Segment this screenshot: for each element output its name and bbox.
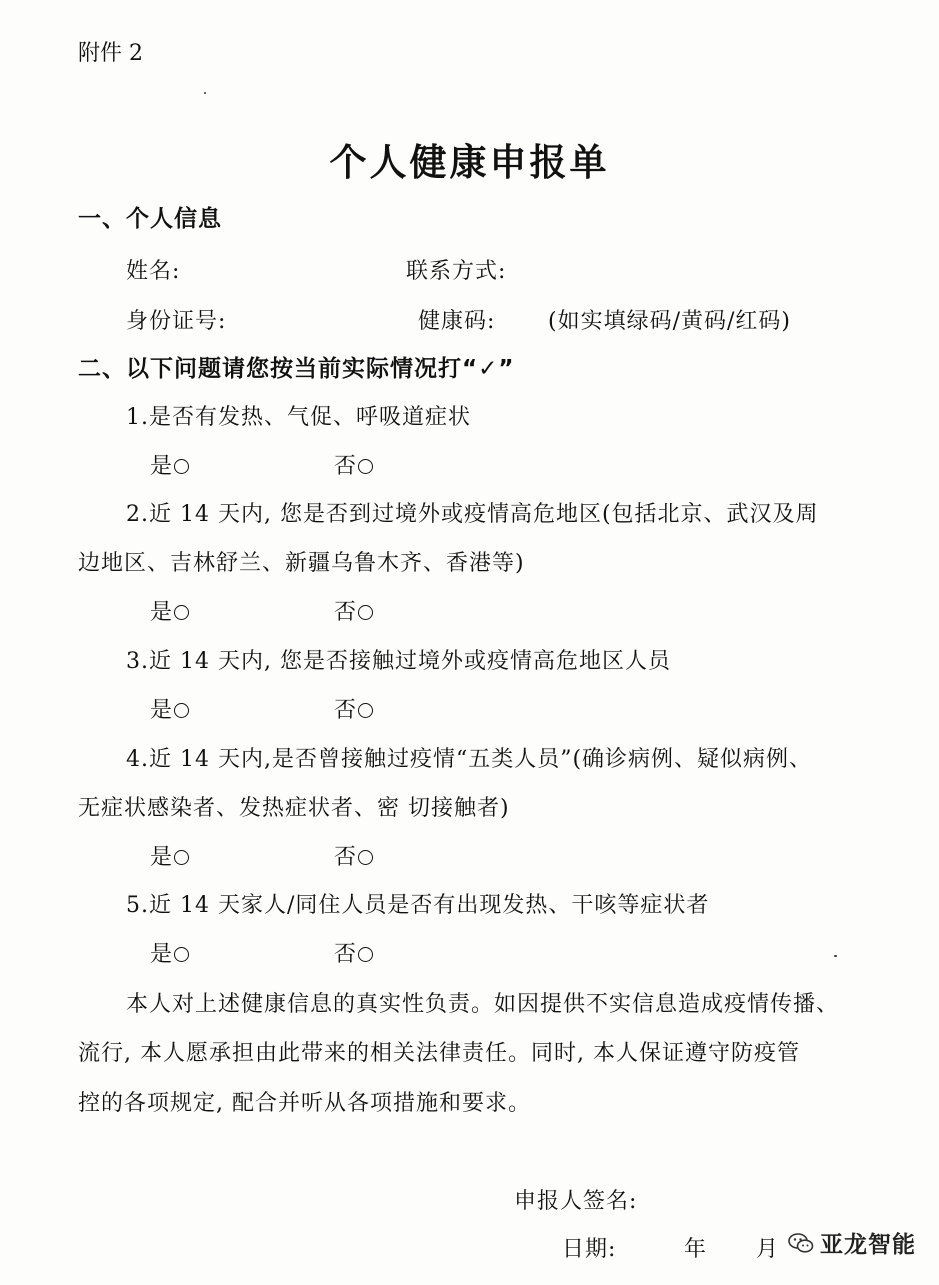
q4-yes-label: 是 xyxy=(150,845,173,870)
q4-yes-option[interactable] xyxy=(150,840,189,871)
q4-no-circle-icon[interactable] xyxy=(358,850,373,865)
q5-yes-circle-icon[interactable] xyxy=(174,947,189,962)
q2-no-circle-icon[interactable] xyxy=(358,605,373,620)
q3-no-option[interactable] xyxy=(334,693,373,724)
q3-yes-label: 是 xyxy=(150,698,173,723)
scan-speck xyxy=(834,955,837,957)
q2-yes-option[interactable] xyxy=(150,595,189,626)
document-title: 个人健康申报单 xyxy=(329,141,610,184)
q2-yes-circle-icon[interactable] xyxy=(174,605,189,620)
question-4-line2: 无症状感染者、发热症状者、密 切接触者) xyxy=(78,796,510,821)
name-label: 姓名: xyxy=(126,259,181,284)
question-1: 1.是否有发热、气促、呼吸道症状 xyxy=(126,405,471,430)
q4-yes-circle-icon[interactable] xyxy=(174,850,189,865)
q1-yes-label: 是 xyxy=(150,454,173,479)
q2-yes-label: 是 xyxy=(150,600,173,625)
question-5: 5.近 14 天家人/同住人员是否有出现发热、干咳等症状者 xyxy=(126,893,710,918)
q5-no-label: 否 xyxy=(334,942,357,967)
id-number-label: 身份证号: xyxy=(126,309,227,334)
q3-no-label: 否 xyxy=(334,698,357,723)
question-2-line1: 2.近 14 天内, 您是否到过境外或疫情高危地区(包括北京、武汉及周 xyxy=(126,502,819,527)
q4-no-option[interactable] xyxy=(334,840,373,871)
q2-no-label: 否 xyxy=(334,600,357,625)
question-2-line2: 边地区、吉林舒兰、新疆乌鲁木齐、香港等) xyxy=(78,551,525,576)
q3-yes-option[interactable] xyxy=(150,693,189,724)
attachment-label: 附件 2 xyxy=(78,41,143,66)
wechat-icon xyxy=(788,1232,814,1254)
year-label: 年 xyxy=(684,1237,708,1262)
health-code-hint: (如实填绿码/黄码/红码) xyxy=(548,309,791,334)
q3-no-circle-icon[interactable] xyxy=(358,703,373,718)
question-4-line1: 4.近 14 天内,是否曾接触过疫情“五类人员”(确诊病例、疑似病例、 xyxy=(126,747,813,772)
signer-label: 申报人签名: xyxy=(514,1189,638,1214)
date-label: 日期: xyxy=(562,1237,617,1262)
wechat-watermark xyxy=(788,1226,916,1259)
section2-heading: 二、以下问题请您按当前实际情况打“✓” xyxy=(78,356,515,382)
contact-label: 联系方式: xyxy=(406,259,507,284)
watermark-text: 亚龙智能 xyxy=(820,1232,916,1258)
q5-yes-option[interactable] xyxy=(150,937,189,968)
declaration-line1: 本人对上述健康信息的真实性负责。如因提供不实信息造成疫情传播、 xyxy=(126,992,840,1017)
q5-no-circle-icon[interactable] xyxy=(358,947,373,962)
q3-yes-circle-icon[interactable] xyxy=(174,703,189,718)
q1-yes-circle-icon[interactable] xyxy=(174,459,189,474)
section1-heading: 一、个人信息 xyxy=(78,206,222,232)
declaration-line3: 控的各项规定, 配合并听从各项措施和要求。 xyxy=(78,1091,531,1116)
q2-no-option[interactable] xyxy=(334,595,373,626)
health-code-label: 健康码: xyxy=(418,309,496,334)
scan-speck xyxy=(204,92,206,94)
question-3: 3.近 14 天内, 您是否接触过境外或疫情高危地区人员 xyxy=(126,649,671,674)
q5-no-option[interactable] xyxy=(334,937,373,968)
q4-no-label: 否 xyxy=(334,845,357,870)
q1-no-option[interactable] xyxy=(334,449,373,480)
q1-no-circle-icon[interactable] xyxy=(358,459,373,474)
q1-yes-option[interactable] xyxy=(150,449,189,480)
q5-yes-label: 是 xyxy=(150,942,173,967)
declaration-line2: 流行, 本人愿承担由此带来的相关法律责任。同时, 本人保证遵守防疫管 xyxy=(78,1041,800,1066)
month-label: 月 xyxy=(756,1237,780,1262)
q1-no-label: 否 xyxy=(334,454,357,479)
